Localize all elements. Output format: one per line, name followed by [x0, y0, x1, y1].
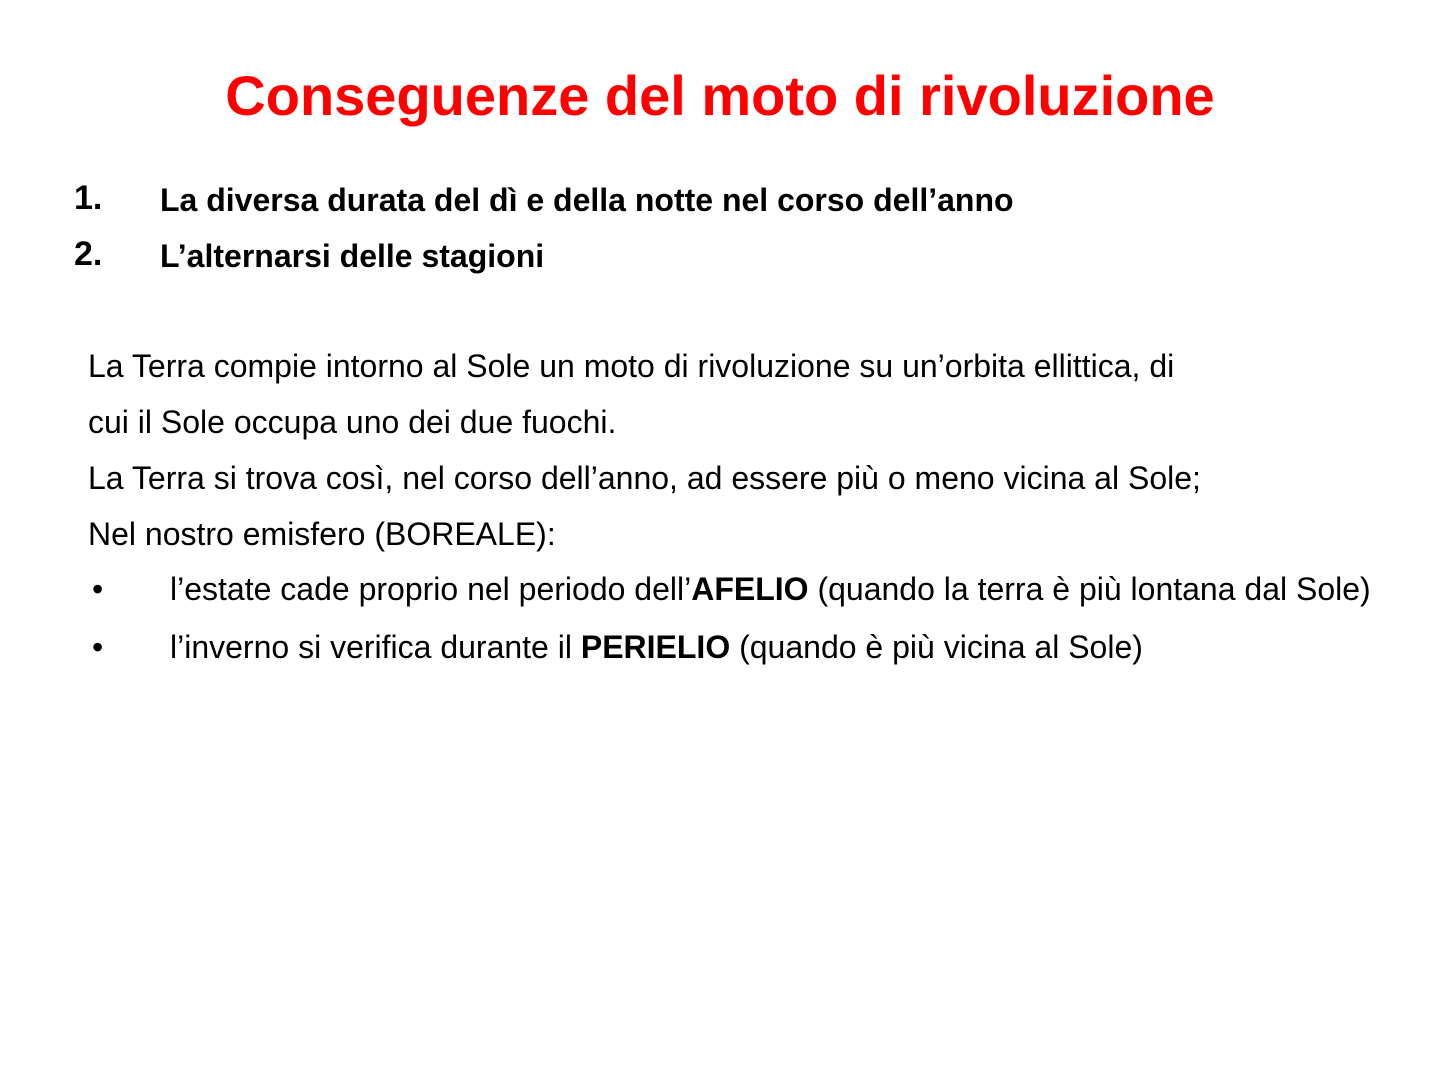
- numbered-item: [74, 174, 1374, 230]
- bullet-text-before: l’estate cade proprio nel periodo dell’: [170, 571, 692, 607]
- bullet-text-after: (quando la terra è più lontana dal Sole): [808, 571, 1371, 607]
- paragraph-line: Nel nostro emisfero (BOREALE):: [88, 516, 556, 552]
- paragraph-line: La Terra si trova così, nel corso dell’anno, ad essere più o meno vicina al Sole;: [88, 460, 1201, 496]
- numbered-marker: 1.: [74, 179, 103, 217]
- paragraph-line: cui il Sole occupa uno dei due fuochi.: [88, 404, 617, 440]
- numbered-item-text: L’alternarsi delle stagioni: [160, 238, 545, 274]
- bullet-list: [88, 566, 1378, 670]
- paragraph-line: La Terra compie intorno al Sole un moto di rivoluzione su un’orbita ellittica, di: [88, 348, 1175, 384]
- bullet-bold-term: PERIELIO: [580, 629, 731, 665]
- bullet-text-before: l’inverno si verifica durante il: [170, 629, 581, 665]
- bullet-text: [160, 566, 1378, 612]
- bullet-item-perielio: [88, 624, 1378, 670]
- bullet-text-after: (quando è più vicina al Sole): [730, 629, 1143, 665]
- numbered-item-text: La diversa durata del dì e della notte nel corso dell’anno: [160, 182, 1014, 218]
- slide-title: Conseguenze del moto di rivoluzione: [225, 64, 1215, 127]
- bullet-item-afelio: [88, 566, 1378, 612]
- numbered-list: [74, 174, 1374, 286]
- bullet-marker: •: [92, 629, 104, 665]
- numbered-item: [74, 230, 1374, 286]
- body-paragraph: [88, 338, 1378, 562]
- bullet-bold-term: AFELIO: [691, 571, 809, 607]
- bullet-text: [160, 624, 1378, 670]
- bullet-marker: •: [92, 571, 104, 607]
- numbered-marker: 2.: [74, 235, 103, 273]
